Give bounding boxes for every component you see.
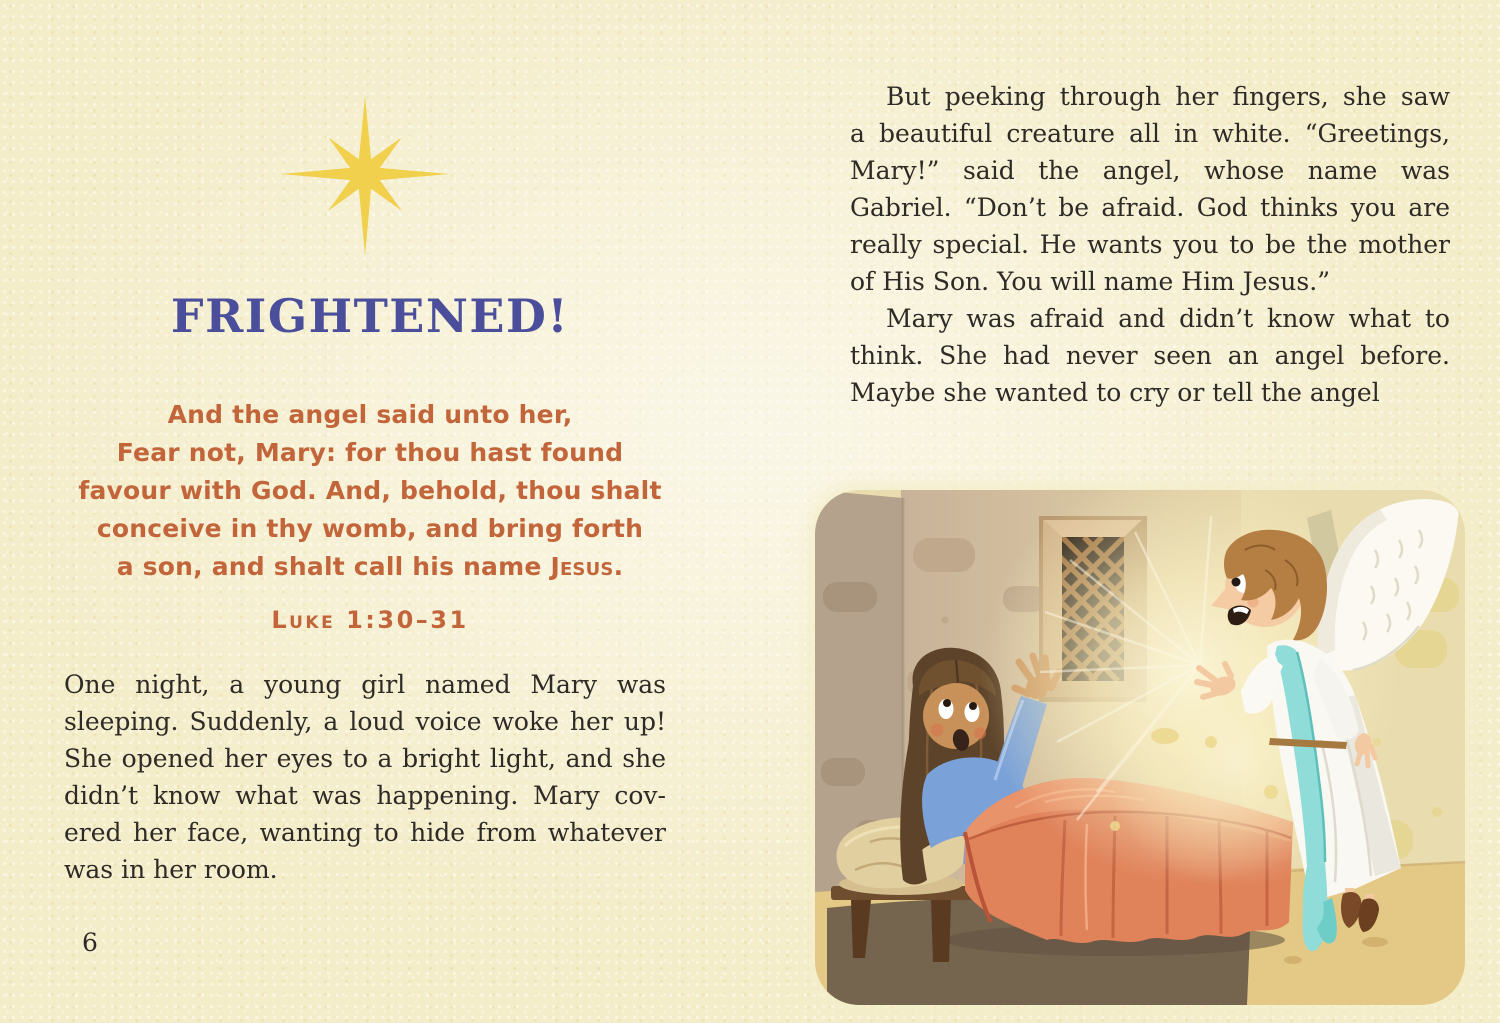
verse-line: And the angel said unto her, — [167, 400, 573, 429]
verse-block — [70, 396, 670, 639]
body-line: She opened her eyes to a bright light, and she — [64, 744, 666, 773]
body-line: One night, a young girl named Mary was — [64, 670, 666, 699]
body-line: Mary was afraid and didn’t know what to — [886, 304, 1450, 333]
body-line: sleeping. Suddenly, a loud voice woke her up! — [64, 707, 666, 736]
body-line: was in her room. — [64, 855, 278, 884]
verse-line: a son, and shalt call his name Jesus. — [116, 552, 624, 581]
right-body-text — [850, 78, 1450, 411]
page-number: 6 — [82, 928, 98, 957]
body-line: of His Son. You will name Him Jesus.” — [850, 267, 1330, 296]
body-line: a beautiful creature all in white. “Greetings, — [850, 119, 1450, 148]
jesus-smallcaps: Jesus. — [550, 552, 624, 581]
body-line: Mary!” said the angel, whose name was — [850, 156, 1450, 185]
body-line: Maybe she wanted to cry or tell the angel — [850, 378, 1380, 407]
verse-line: Fear not, Mary: for thou hast found — [116, 438, 624, 467]
chapter-title: FRIGHTENED! — [170, 289, 570, 343]
story-illustration — [815, 490, 1465, 1005]
body-line: ered her face, wanting to hide from whatever — [64, 818, 666, 847]
body-line: But peeking through her fingers, she saw — [886, 82, 1450, 111]
verse-line: conceive in thy womb, and bring forth — [96, 514, 644, 543]
body-line: didn’t know what was happening. Mary cov- — [64, 781, 666, 810]
verse-line: favour with God. And, behold, thou shalt — [78, 476, 662, 505]
body-line: Gabriel. “Don’t be afraid. God thinks you are — [850, 193, 1450, 222]
left-body-paragraph — [64, 666, 666, 888]
verse-reference: Luke 1:30–31 — [271, 606, 469, 634]
body-line: really special. He wants you to be the mother — [850, 230, 1450, 259]
star-icon — [280, 94, 450, 258]
left-page — [0, 0, 740, 1023]
body-line: think. She had never seen an angel before. — [850, 341, 1450, 370]
